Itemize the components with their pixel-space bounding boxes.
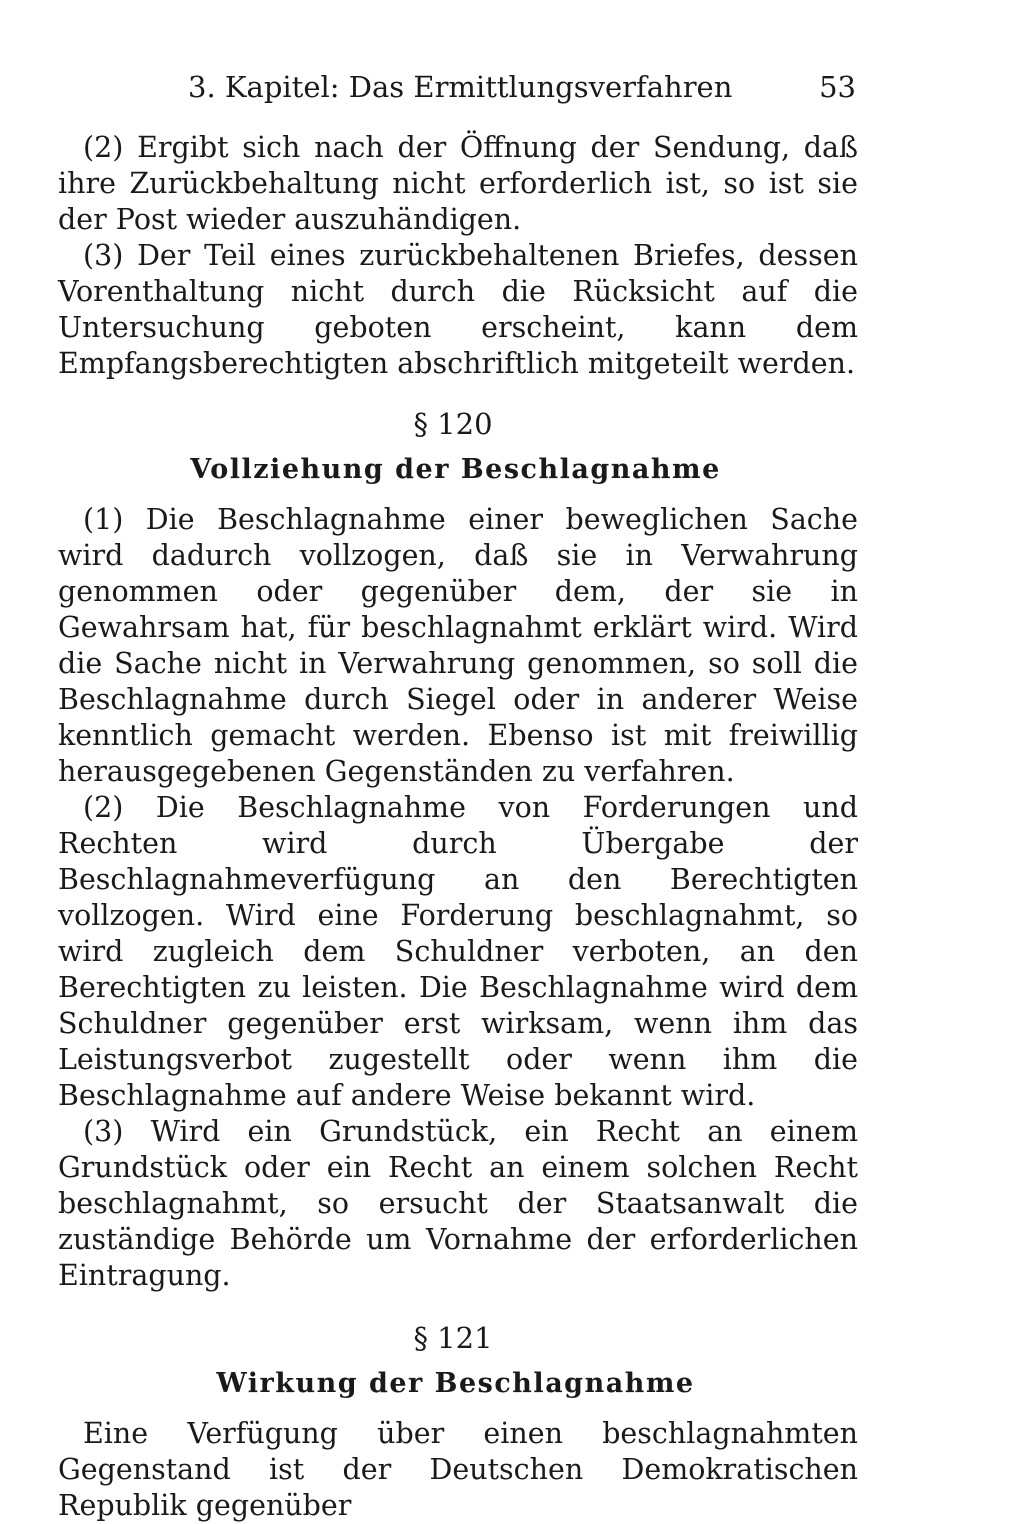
paragraph-120-3: (3) Wird ein Grundstück, ein Recht an einem Grundstück oder ein Recht an einem solchen Recht beschlagnahmt, so ersucht der Staatsanwalt die zuständige Behörde um Vornahme der erforderlichen Eintragung. (58, 1115, 858, 1292)
paragraph-121-1: Eine Verfügung über einen beschlagnahmten Gegenstand ist der Deutschen Demokratischen Republik gegenüber (58, 1417, 858, 1522)
paragraph-120-2: (2) Die Beschlagnahme von Forderungen und Rechten wird durch Übergabe der Beschlagnahmeverfügung an den Berechtigten vollzogen. Wird eine Forderung beschlagnahmt, so wird zugleich dem Schuldner verboten, an den Berechtigten zu leisten. Die Beschlagnahme wird dem Schuldner gegenüber erst wirksam, wenn ihm das Leistungsverbot zugestellt oder wenn ihm die Beschlagnahme auf andere Weise bekannt wird. (58, 791, 858, 1112)
section-121 (58, 1320, 858, 1524)
section-title-120: Vollziehung der Beschlagnahme (190, 454, 721, 485)
section-title-121: Wirkung der Beschlagnahme (216, 1368, 695, 1399)
paragraph-119-2: (2) Ergibt sich nach der Öffnung der Sendung, daß ihre Zurückbehaltung nicht erforderlich ist, so ist sie der Post wieder auszuhändigen. (58, 131, 858, 236)
book-page (58, 62, 858, 1524)
chapter-heading: 3. Kapitel: Das Ermittlungsverfahren (188, 70, 733, 104)
section-number-120: § 120 (413, 407, 493, 441)
running-header (58, 62, 858, 112)
paragraph-119-3: (3) Der Teil eines zurückbehaltenen Briefes, dessen Vorenthaltung nicht durch die Rücksicht auf die Untersuchung geboten erscheint, kann dem Empfangsberechtigten abschriftlich mitgeteilt werden. (58, 239, 858, 380)
section-119-continuation (58, 130, 858, 382)
section-120 (58, 406, 858, 1294)
section-number-121: § 121 (413, 1321, 493, 1355)
page-number: 53 (819, 70, 856, 104)
paragraph-120-1: (1) Die Beschlagnahme einer beweglichen Sache wird dadurch vollzogen, daß sie in Verwahrung genommen oder gegenüber dem, der sie in Gewahrsam hat, für beschlagnahmt erklärt wird. Wird die Sache nicht in Verwahrung genommen, so soll die Beschlagnahme durch Siegel oder in anderer Weise kenntlich gemacht werden. Ebenso ist mit freiwillig herausgegebenen Gegenständen zu verfahren. (58, 503, 858, 788)
